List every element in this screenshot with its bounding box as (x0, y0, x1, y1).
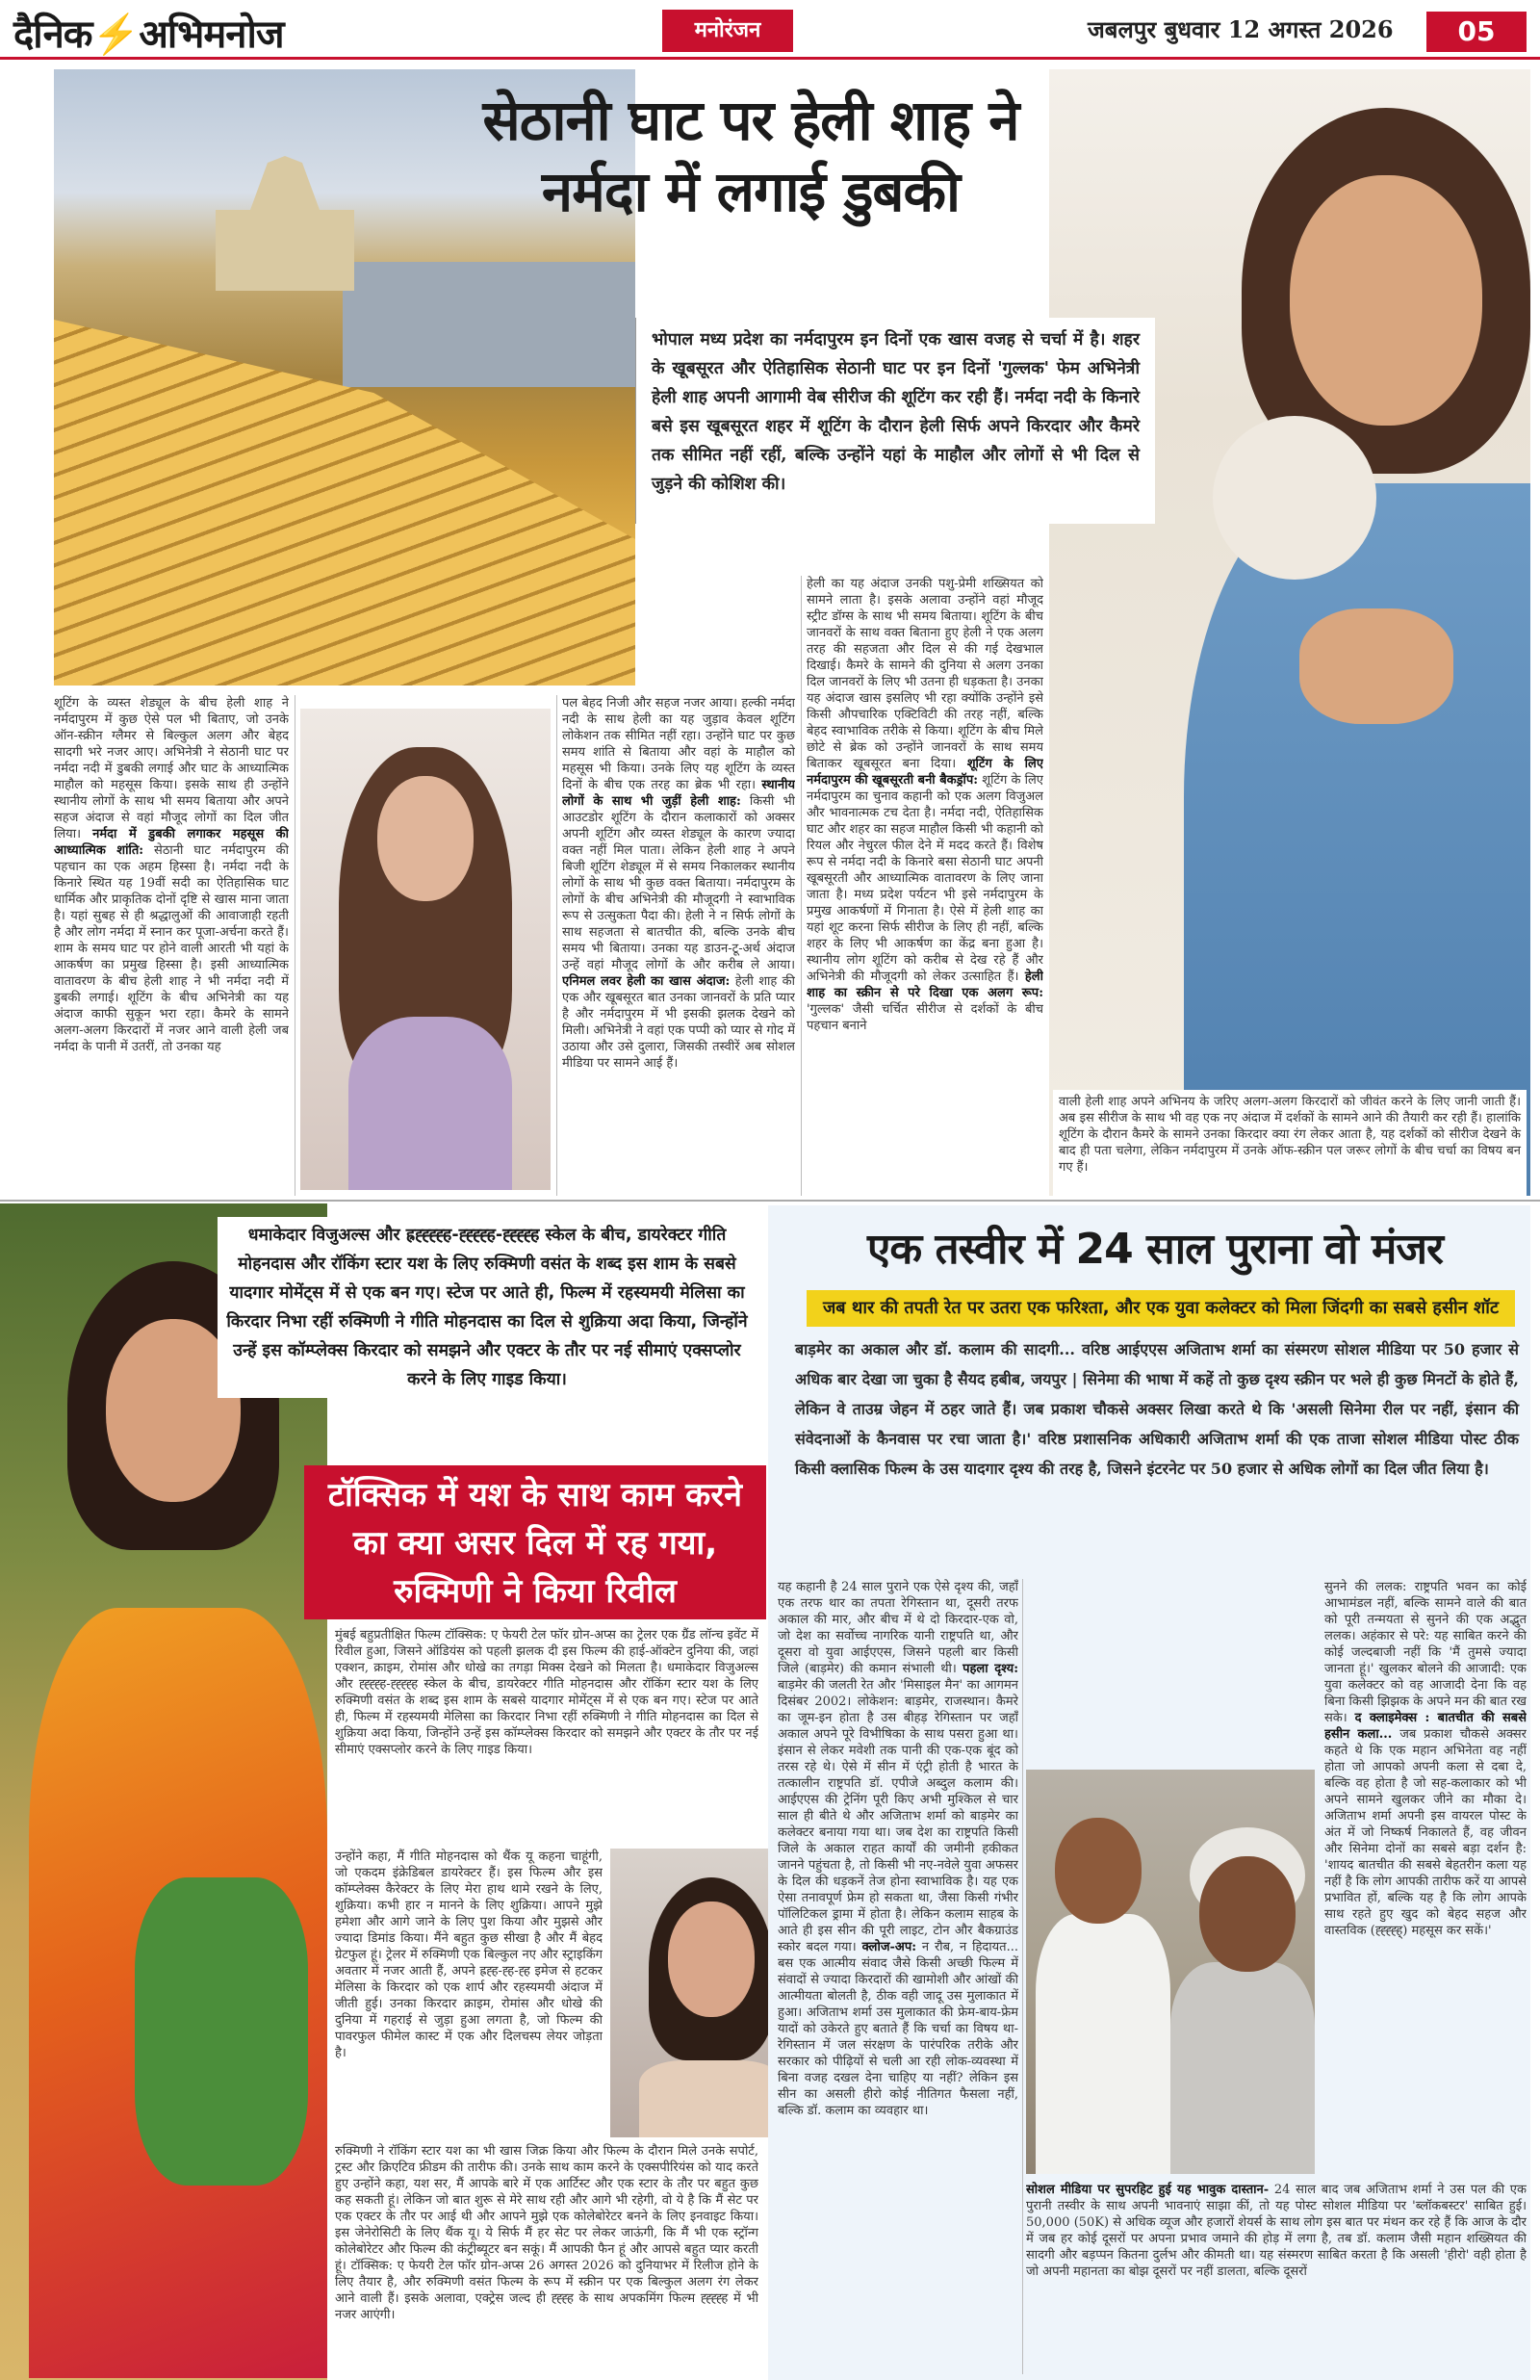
face-shape (377, 776, 474, 901)
bolt-icon: ⚡ (91, 12, 140, 57)
story2-headline: टॉक्सिक में यश के साथ काम करने का क्या असर दिल में रह गया, रुक्मिणी ने किया रिवील (304, 1465, 766, 1619)
headline-line-2: नर्मदा में लगाई डुबकी (541, 159, 961, 224)
story2-body-3 (335, 2143, 758, 2374)
page-number: 05 (1426, 12, 1527, 52)
story3-column-a (778, 1579, 1018, 2378)
story2-body-1: मुंबई बहुप्रतीक्षित फिल्म टॉक्सिक: ए फेयरी टेल फॉर ग्रोन-अप्स का ट्रेलर एक ग्रैंड लॉन्च इवेंट में रिवील हुआ, जिसने ऑडियंस को पहली झलक दी इस फिल्म की हाई-ऑक्टेन दुनिया की, जहां एक्शन, क्राइम, रोमांस और धोखे का तगड़ा मिक्स देखने को मिलता है। धमाकेदार विजुअल्स और ह्ह्ह्ह्ह-ह्ह्ह्ह्ह स्केल के बीच, डायरेक्टर गीति मोहनदास और रॉकिंग स्टार यश के लिए रुक्मिणी वसंत के शब्द इस शाम के सबसे यादगार मोमेंट्स में से एक बन गए। स्टेज पर आते ही, फिल्म में रहस्यमयी मेलिसा का किरदार निभा रहीं रुक्मिणी ने गीति मोहनदास का दिल से शुक्रिया अदा किया, जिन्होंने उन्हें इस कॉम्प्लेक्स किरदार को समझने और एक्टर के तौर पर नई सीमाएं एक्सप्लोर करने के लिए गाइड किया। (335, 1628, 758, 1757)
story1-column-3 (807, 576, 1043, 1203)
colA-subhead-2: क्लोज-अप: (861, 1940, 917, 1954)
kalam-archive-photo (1026, 1770, 1315, 2174)
colA-text: यह कहानी है 24 साल पुराने एक ऐसे दृश्य की, जहाँ एक तरफ थार का तपता रेगिस्तान था, दूसरी तरफ अकाल की मार, और बीच में थे दो किरदार-एक वो, जो देश का सर्वोच्च नागरिक यानी राष्ट्रपति था, और दूसरा वो युवा आईएएस, जिसने पहली बार किसी जिले (बाड़मेर) की कमान संभाली थी। (778, 1580, 1018, 1676)
brand-logo (13, 6, 284, 59)
col2-subhead: स्थानीय लोगों के साथ भी जुड़ीं हेली शाह: (562, 778, 795, 809)
col2-subhead-2: एनिमल लवर हेली का खास अंदाज: (562, 974, 731, 989)
story1-column-1 (54, 695, 289, 1203)
story1-column-4: वाली हेली शाह अपने अभिनय के जरिए अलग-अलग किरदारों को जीवंत करने के लिए जानी जाती हैं। अब इस सीरीज के साथ भी वह एक नए अंदाज में दर्शकों के सामने आने की तैयारी कर रही हैं। हालांकि शूटिंग के दौरान कैमरे के सामने उनका किरदार क्या रंग लेकर आता है, यह दर्शकों को सीरीज देखने के बाद ही पता चलेगा, लेकिन नर्मदापुरम में उनके ऑफ-स्क्रीन पल जरूर लोगों के बीच चर्चा का विषय बन गए हैं। (1053, 1090, 1527, 1198)
section-tag: मनोरंजन (662, 10, 793, 52)
column-rule (801, 576, 802, 1196)
colB-text: सुनने की ललक: राष्ट्रपति भवन का कोई आभामंडल नहीं, बल्कि सामने वाले की बात को पूरी तन्मयता से सुनने की एक अद्भुत ललक। अहंकार से परे: यह साबित करने की कोई जल्दबाजी नहीं कि 'मैं तुमसे ज्यादा जानता हूं।' खुलकर बोलने की आजादी: एक युवा कलेक्टर को वह आजादी देना कि वह बिना किसी झिझक के अपने मन की बात रख सके। (1324, 1580, 1527, 1725)
story3-strap: जब थार की तपती रेत पर उतरा एक फरिश्ता, और एक युवा कलेक्टर को मिला जिंदगी का सबसे हसीन शॉट (807, 1290, 1515, 1327)
col1-text-b: सेठानी घाट नर्मदापुरम की पहचान का एक अहम हिस्सा है। नर्मदा नदी के किनारे स्थित यह 19वीं सदी का ऐतिहासिक घाट धार्मिक और प्राकृतिक दोनों दृष्टि से खास माना जाता है। यहां सुबह से ही श्रद्धालुओं की आवाजाही रहती है और लोग नर्मदा में स्नान कर पूजा-अर्चना करते हैं। शाम के समय घाट पर होने वाली आरती भी यहां के आकर्षण का प्रमुख हिस्सा है। इसी आध्यात्मिक वातावरण के बीच हेली शाह ने भी नर्मदा नदी में डुबकी लगाई। शूटिंग के बीच अभिनेत्री का यह अंदाज काफी सुकून भरा रहा। कैमरे के सामने अलग-अलग किरदारों में नजर आने वाली हेली जब नर्मदा के पानी में उतरीं, तो उनका यह (54, 843, 289, 1054)
column-rule (1022, 1579, 1023, 2374)
body5-text: टॉक्सिक: ए फेयरी टेल फॉर ग्रोन-अप्स 26 अगस्त 2026 को दुनियाभर में रिलीज होने के लिए तैयार है, और रुक्मिणी वसंत फिल्म के रूप में स्क्रीन पर एक बिल्कुल अलग रंग लेकर आने वाली हैं। इसके अलावा, एक्ट्रेस जल्द ही ह्ह्ह्ह के साथ अपकमिंग फिल्म ह्ह्ह्ह्ह में भी नजर आएंगी। (335, 2259, 758, 2322)
officer-head-shape (1055, 1818, 1142, 1924)
col3-subhead-2: हेली शाह का स्क्रीन से परे दिखा एक अलग रूप: (807, 970, 1043, 1000)
dress-shape (348, 1017, 512, 1190)
story1-column-2 (562, 695, 795, 1203)
story1-lede: भोपाल मध्य प्रदेश का नर्मदापुरम इन दिनों एक खास वजह से चर्चा में है। शहर के खूबसूरत और ऐतिहासिक सेठानी घाट पर इन दिनों 'गुल्लक' फेम अभिनेत्री हेली शाह अपनी आगामी वेब सीरीज की शूटिंग कर रही हैं। नर्मदा नदी के किनारे बसे इस खूबसूरत शहर में शूटिंग के दौरान हेली सिर्फ अपने किरदार और कैमरे तक सीमित नहीं रहीं, बल्कि उन्होंने यहां के माहौल और लोगों से भी दिल से जुड़ने की कोशिश की। (635, 318, 1155, 524)
story2-body-2 (335, 1849, 603, 2137)
colA-subhead: पहला दृश्य: (962, 1662, 1018, 1676)
column-rule (556, 695, 557, 1196)
river-shape (343, 262, 635, 387)
headline-line-1: सेठानी घाट पर हेली शाह ने (482, 88, 1019, 153)
heli-portrait-photo (300, 709, 551, 1190)
temple-shape (198, 156, 372, 291)
face-shape (668, 1901, 755, 2017)
denim-jacket-shape (1184, 483, 1530, 1196)
story3-column-c (1026, 2182, 1527, 2374)
body4-text: रुक्मिणी ने रॉकिंग स्टार यश का भी खास जिक्र किया और फिल्म के दौरान मिले उनके सपोर्ट, ट्रस्ट और क्रिएटिव फ्रीडम की तारीफ की। उनके साथ काम करने के एक्सपीरियंस को याद करते हुए उन्होंने कहा, यश सर, मैं आपके बारे में एक आर्टिस्ट और एक स्टार के तौर पर बहुत कुछ कह सकती हूं। लेकिन जो बात शुरू से मेरे साथ रही और आगे भी रहेगी, वो ये है कि मैं सेट पर एक एक्टर के तौर पर आई थी और आपने मुझे एक कोलेबोरेटर बनने के लिए इनवाइट किया। इस जेनेरोसिटी के लिए थैंक यू। ये सिर्फ मैं हर सेट पर लेकर जाऊंगी, कि मैं भी एक स्ट्रॉन्ग कोलेबोरेटर और फिल्म की कंट्रीब्यूटर बन सकूं। मैं आपकी फैन हूं और आपसे बहुत प्यार करती हूं। (335, 2144, 758, 2273)
colA-text-c: न रौब, न हिदायत... बस एक आत्मीय संवाद जैसे किसी अच्छी फिल्म में संवादों से ज्यादा किरदारों की खामोशी और आंखों की आत्मीयता बोलती है, ठीक वही जादू उस मुलाकात में हुआ। अजिताभ शर्मा उस मुलाकात की फ्रेम-बाय-फ्रेम यादों को उकेरते हुए बताते हैं कि चर्चा का विषय था-रेगिस्तान में जल संरक्षण के पारंपरिक तरीके और सरकार को पीढ़ियों से चली आ रही लोक-व्यवस्था में बिना वजह दखल देना चाहिए या नहीं? लेकिन इस सीन का असली हीरो कोई नीतिगत फैसला नहीं, बल्कि डॉ. कलाम का व्यवहार था। (778, 1940, 1018, 2118)
kalam-head-shape (1199, 1856, 1296, 1972)
col2-text-b: किसी भी आउटडोर शूटिंग के दौरान कलाकारों को अक्सर अपनी शूटिंग और व्यस्त शेड्यूल के कारण ज्यादा वक्त नहीं मिल पाता। लेकिन हेली शाह ने अपने बिजी शूटिंग शेड्यूल में से समय निकालकर स्थानीय लोगों के साथ भी कुछ वक्त बिताया। नर्मदापुरम के लोगों के बीच अभिनेत्री की मौजूदगी ने स्वाभाविक रूप से उत्सुकता पैदा की। हेली ने न सिर्फ लोगों के साथ सहजता से बातचीत की, बल्कि उनके बीच समय भी बिताया। उनका यह डाउन-टू-अर्थ अंदाज उन्हें वहां मौजूद लोगों के और करीब ले आया। (562, 794, 795, 972)
story1-headline (404, 85, 1097, 227)
colA-text-b: बाड़मेर की जलती रेत और 'मिसाइल मैन' का आगमन दिसंबर 2002। लोकेशन: बाड़मेर, राजस्थान। कैमरे का जूम-इन होता है उस बीहड़ रेगिस्तान पर जहाँ अकाल अपने पूरे विभीषिका के साथ पसरा हुआ था। इंसान से लेकर मवेशी तक पानी की एक-एक बूंद को तरस रहे थे। ऐसे में सीन में एंट्री होती है भारत के तत्कालीन राष्ट्रपति डॉ. एपीजे अब्दुल कलाम की। आईएएस की ट्रेनिंग पूरी किए अभी मुश्किल से चार साल ही बीते थे और अजिताभ शर्मा को बाड़मेर का कलेक्टर बनाया गया था। जब देश का राष्ट्रपति किसी जिले के अकाल राहत कार्यों की जमीनी हकीकत जानने पहुंचता है, तो किसी भी नए-नवेले युवा अफसर के दिल की धड़कनें तेज होना स्वाभाविक है। यह एक ऐसा तनावपूर्ण फ्रेम हो सकता था, जैसा किसी गंभीर पॉलिटिकल ड्रामा में होता है। लेकिन कलाम साहब के आते ही इस सीन की पूरी लाइट, टोन और बैकग्राउंड स्कोर बदल गया। (778, 1678, 1018, 1954)
brand-right: अभिमनोज (139, 12, 284, 57)
hands-shape (1299, 608, 1453, 724)
story2-lede: धमाकेदार विजुअल्स और ह्रह्ह्ह्ह्ह-ह्ह्ह्ह्ह-ह्ह्ह्ह्ह स्केल के बीच, डायरेक्टर गीति मोहनदास और रॉकिंग स्टार यश के लिए रुक्मिणी वसंत के शब्द इस शाम के सबसे यादगार मोमेंट्स में से एक बन गए। स्टेज पर आते ही, फिल्म में रहस्यमयी मेलिसा का किरदार निभा रहीं रुक्मिणी ने गीति मोहनदास का दिल से शुक्रिया अदा किया, जिन्होंने उन्हें इस कॉम्प्लेक्स किरदार को समझने और एक्टर के तौर पर नई सीमाएं एक्सप्लोर करने के लिए गाइड किया। (218, 1217, 757, 1398)
col3-text: हेली का यह अंदाज उनकी पशु-प्रेमी शख्सियत को सामने लाता है। इसके अलावा उन्होंने वहां मौजूद स्ट्रीट डॉग्स के साथ भी समय बिताया। शूटिंग के बीच जानवरों के साथ वक्त बिताना हुए हेली ने एक अलग तरह की सहजता और दिल से की गई देखभाल दिखाई। कैमरे के सामने की दुनिया से अलग उनका दिल जानवरों के लिए भी उतना ही धड़कता है। उनका यह अंदाज खास इसलिए भी रहा क्योंकि उन्होंने इसे किसी औपचारिक एक्टिविटी की तरह नहीं, बल्कि बेहद स्वाभाविक तरीके से किया। शूटिंग के बीच मिले छोटे से ब्रेक को उन्होंने जानवरों के साथ समय बिताकर खूबसूरत बना दिया। (807, 577, 1043, 771)
col3-text-b: शूटिंग के लिए नर्मदापुरम का चुनाव कहानी को एक अलग विजुअल और भावनात्मक टच देता है। नर्मदा नदी, ऐतिहासिक घाट और शहर का सहज माहौल किसी भी कहानी को रियल और नेचुरल फील देने में मदद करते हैं। विशेष रूप से नर्मदा नदी के किनारे बसा सेठानी घाट अपनी खूबसूरती और आध्यात्मिक वातावरण के लिए जाना जाता है। मध्य प्रदेश पर्यटन भी इसे नर्मदापुरम के प्रमुख आकर्षणों में गिनाता है। ऐसे में हेली शाह का यहां शूट करना सिर्फ सीरीज के लिए ही नहीं, बल्कि शहर के लिए भी आकर्षण का केंद्र बना हुआ है। स्थानीय लोग शूटिंग को करीब से देख रहे हैं और अभिनेत्री की मौजूदगी को लेकर उत्साहित हैं। (807, 773, 1043, 984)
body3-text: ट्रेलर में रुक्मिणी एक बिल्कुल नए और स्ट्राइकिंग अवतार में नजर आती हैं, अपने ह्रह्ह-ह्ह-ह्ह इमेज से हटकर मेलिसा के किरदार को एक शार्प और रहस्यमयी अंदाज में जीती हुई। उनका किरदार क्राइम, रोमांस और धोखे की दुनिया में गहराई से जुड़ा हुआ लगता है, जो फिल्म की पावरफुल फीमेल कास्ट में एक और दिलचस्प लेयर जोड़ता है। (335, 1948, 603, 2060)
colC-text: 24 साल बाद जब अजिताभ शर्मा ने उस पल की एक पुरानी तस्वीर के साथ अपनी भावनाएं साझा कीं, तो यह पोस्ट सोशल मीडिया पर 'ब्लॉकबस्टर' साबित हुई। 50,000 (50K) से अधिक व्यूज और हजारों शेयर्स के साथ लोग इस बात पर मंथन कर रहे हैं कि आज के दौर में जब हर कोई दूसरों पर अपना प्रभाव जमाने की होड़ में लगा है, तब डॉ. कलाम जैसी महान शख्सियत की सादगी और बड़प्पन कितना दुर्लभ और कीमती था। यह संस्मरण साबित करता है कि असली 'हीरो' वही होता है जो अपनी महानता का बोझ दूसरों पर नहीं डालता, बल्कि दूसरों (1026, 2183, 1527, 2279)
story3-column-b (1324, 1579, 1527, 2176)
face-shape (1290, 175, 1482, 426)
colB-subhead: द क्लाइमेक्स : बातचीत की सबसे हसीन कला... (1324, 1711, 1527, 1742)
story3-lede: बाड़मेर का अकाल और डॉ. कलाम की सादगी... वरिष्ठ आईएएस अजिताभ शर्मा का संस्मरण सोशल मीडिया पर 50 हजार से अधिक बार देखा जा चुका है सैयद हबीब, जयपुर | सिनेमा की भाषा में कहें तो कुछ दृश्य स्क्रीन पर भले ही कुछ मिनटों के होते हैं, लेकिन वे ताउम्र जेहन में ठहर जाते हैं। जब प्रकाश चौकसे अक्सर लिखा करते थे कि 'असली सिनेमा रील पर नहीं, इंसान की संवेदनाओं के कैनवास पर रचा जाता है।' वरिष्ठ प्रशासनिक अधिकारी अजिताभ शर्मा की एक ताजा सोशल मीडिया पोस्ट ठीक किसी क्लासिक फिल्म के उस यादगार दृश्य की तरह है, जिसने इंटरनेट पर 50 हजार से अधिक लोगों का दिल जीत लिया है। (795, 1340, 1519, 1478)
heli-shah-photo (1049, 69, 1530, 1196)
colB-text-b: जब प्रकाश चौकसे अक्सर कहते थे कि एक महान अभिनेता वह नहीं होता जो आपको अपनी कला से दबा दे, बल्कि वह होता है जो सह-कलाकार को भी अपने सामने खुलकर जीने का मौका दे। अजिताभ शर्मा अपनी इस वायरल पोस्ट के अंत में जो निष्कर्ष निकालते हैं, वह जीवन और सिनेमा दोनों का सबसे बड़ा दर्शन है: 'शायद बातचीत की सबसे बेहतरीन कला यह नहीं है कि लोग आपकी तारीफ करें या आपसे प्रभावित हों, बल्कि यह है कि लोग आपके साथ रहते हुए खुद को बेहद सहज और वास्तविक (ह्ह्ह्ह्ह्) महसूस कर सकें।' (1324, 1727, 1527, 1938)
col3-subhead: शूटिंग के लिए नर्मदापुरम की खूबसूरती बनी बैकड्रॉप: (807, 757, 1043, 788)
kalam-body-shape (1170, 1962, 1315, 2174)
story3-headline: एक तस्वीर में 24 साल पुराना वो मंजर (867, 1225, 1443, 1274)
col2-text: पल बेहद निजी और सहज नजर आया। हल्की नर्मदा नदी के साथ हेली का यह जुड़ाव केवल शूटिंग लोकेशन तक सीमित नहीं रहा। उन्होंने घाट पर कुछ समय शांति से बिताया और वहां के माहौल को महसूस भी किया। उनके लिए यह शूटिंग के व्यस्त दिनों के बीच एक तरह का ब्रेक भी रहा। (562, 696, 795, 792)
puppy-shape (1213, 416, 1376, 580)
col1-subhead: नर्मदा में डुबकी लगाकर महसूस की आध्यात्मिक शांति: (54, 827, 289, 858)
colC-subhead: सोशल मीडिया पर सुपरहिट हुई यह भावुक दास्तान- (1026, 2183, 1270, 2197)
dress-shape (639, 2060, 783, 2137)
col3-text-c: 'गुल्लक' जैसी चर्चित सीरीज से दर्शकों के बीच पहचान बनाने (807, 1002, 1043, 1033)
officer-body-shape (1036, 1914, 1170, 2174)
col1-text: शूटिंग के व्यस्त शेड्यूल के बीच हेली शाह ने नर्मदापुरम में कुछ ऐसे पल भी बिताए, जो उनके ऑन-स्क्रीन ग्लैमर से बिल्कुल अलग और बेहद सादगी भरे नजर आए। अभिनेत्री ने सेठानी घाट पर नर्मदा नदी में डुबकी लगाई और घाट के आध्यात्मिक माहौल को महसूस किया। इसके साथ ही उन्होंने स्थानीय लोगों के साथ भी समय बिताया और अपने सहज अंदाज से वहां मौजूद लोगों का दिल जीत लिया। (54, 696, 289, 841)
section-divider (0, 1200, 1540, 1202)
dateline: जबलपुर बुधवार 12 अगस्त 2026 (1088, 15, 1394, 43)
masthead (0, 0, 1540, 60)
body2-text: उन्होंने कहा, मैं गीति मोहनदास को थैंक यू कहना चाहूंगी, जो एकदम इंक्रेडिबल डायरेक्टर हैं। इस फिल्म और इस कॉम्प्लेक्स कैरेक्टर के लिए मेरा हाथ थामे रखने के लिए, शुक्रिया। कभी हार न मानने के लिए शुक्रिया। आपने मुझे हमेशा और आगे जाने के लिए पुश किया और मुझसे और ज्यादा डिमांड किया। मैंने बहुत कुछ सीखा है और मैं बेहद ग्रेटफुल हूं। (335, 1850, 603, 1962)
blouse-shape (135, 1877, 308, 2186)
col2-text-c: हेली शाह की एक और खूबसूरत बात उनका जानवरों के प्रति प्यार है और नर्मदापुरम में भी इसकी झलक देखने को मिली। अभिनेत्री ने वहां एक पप्पी को प्यार से गोद में उठाया और उसे दुलारा, जिसकी तस्वीरें अब सोशल मीडिया पर सामने आई हैं। (562, 974, 795, 1071)
brand-left: दैनिक (13, 12, 92, 57)
